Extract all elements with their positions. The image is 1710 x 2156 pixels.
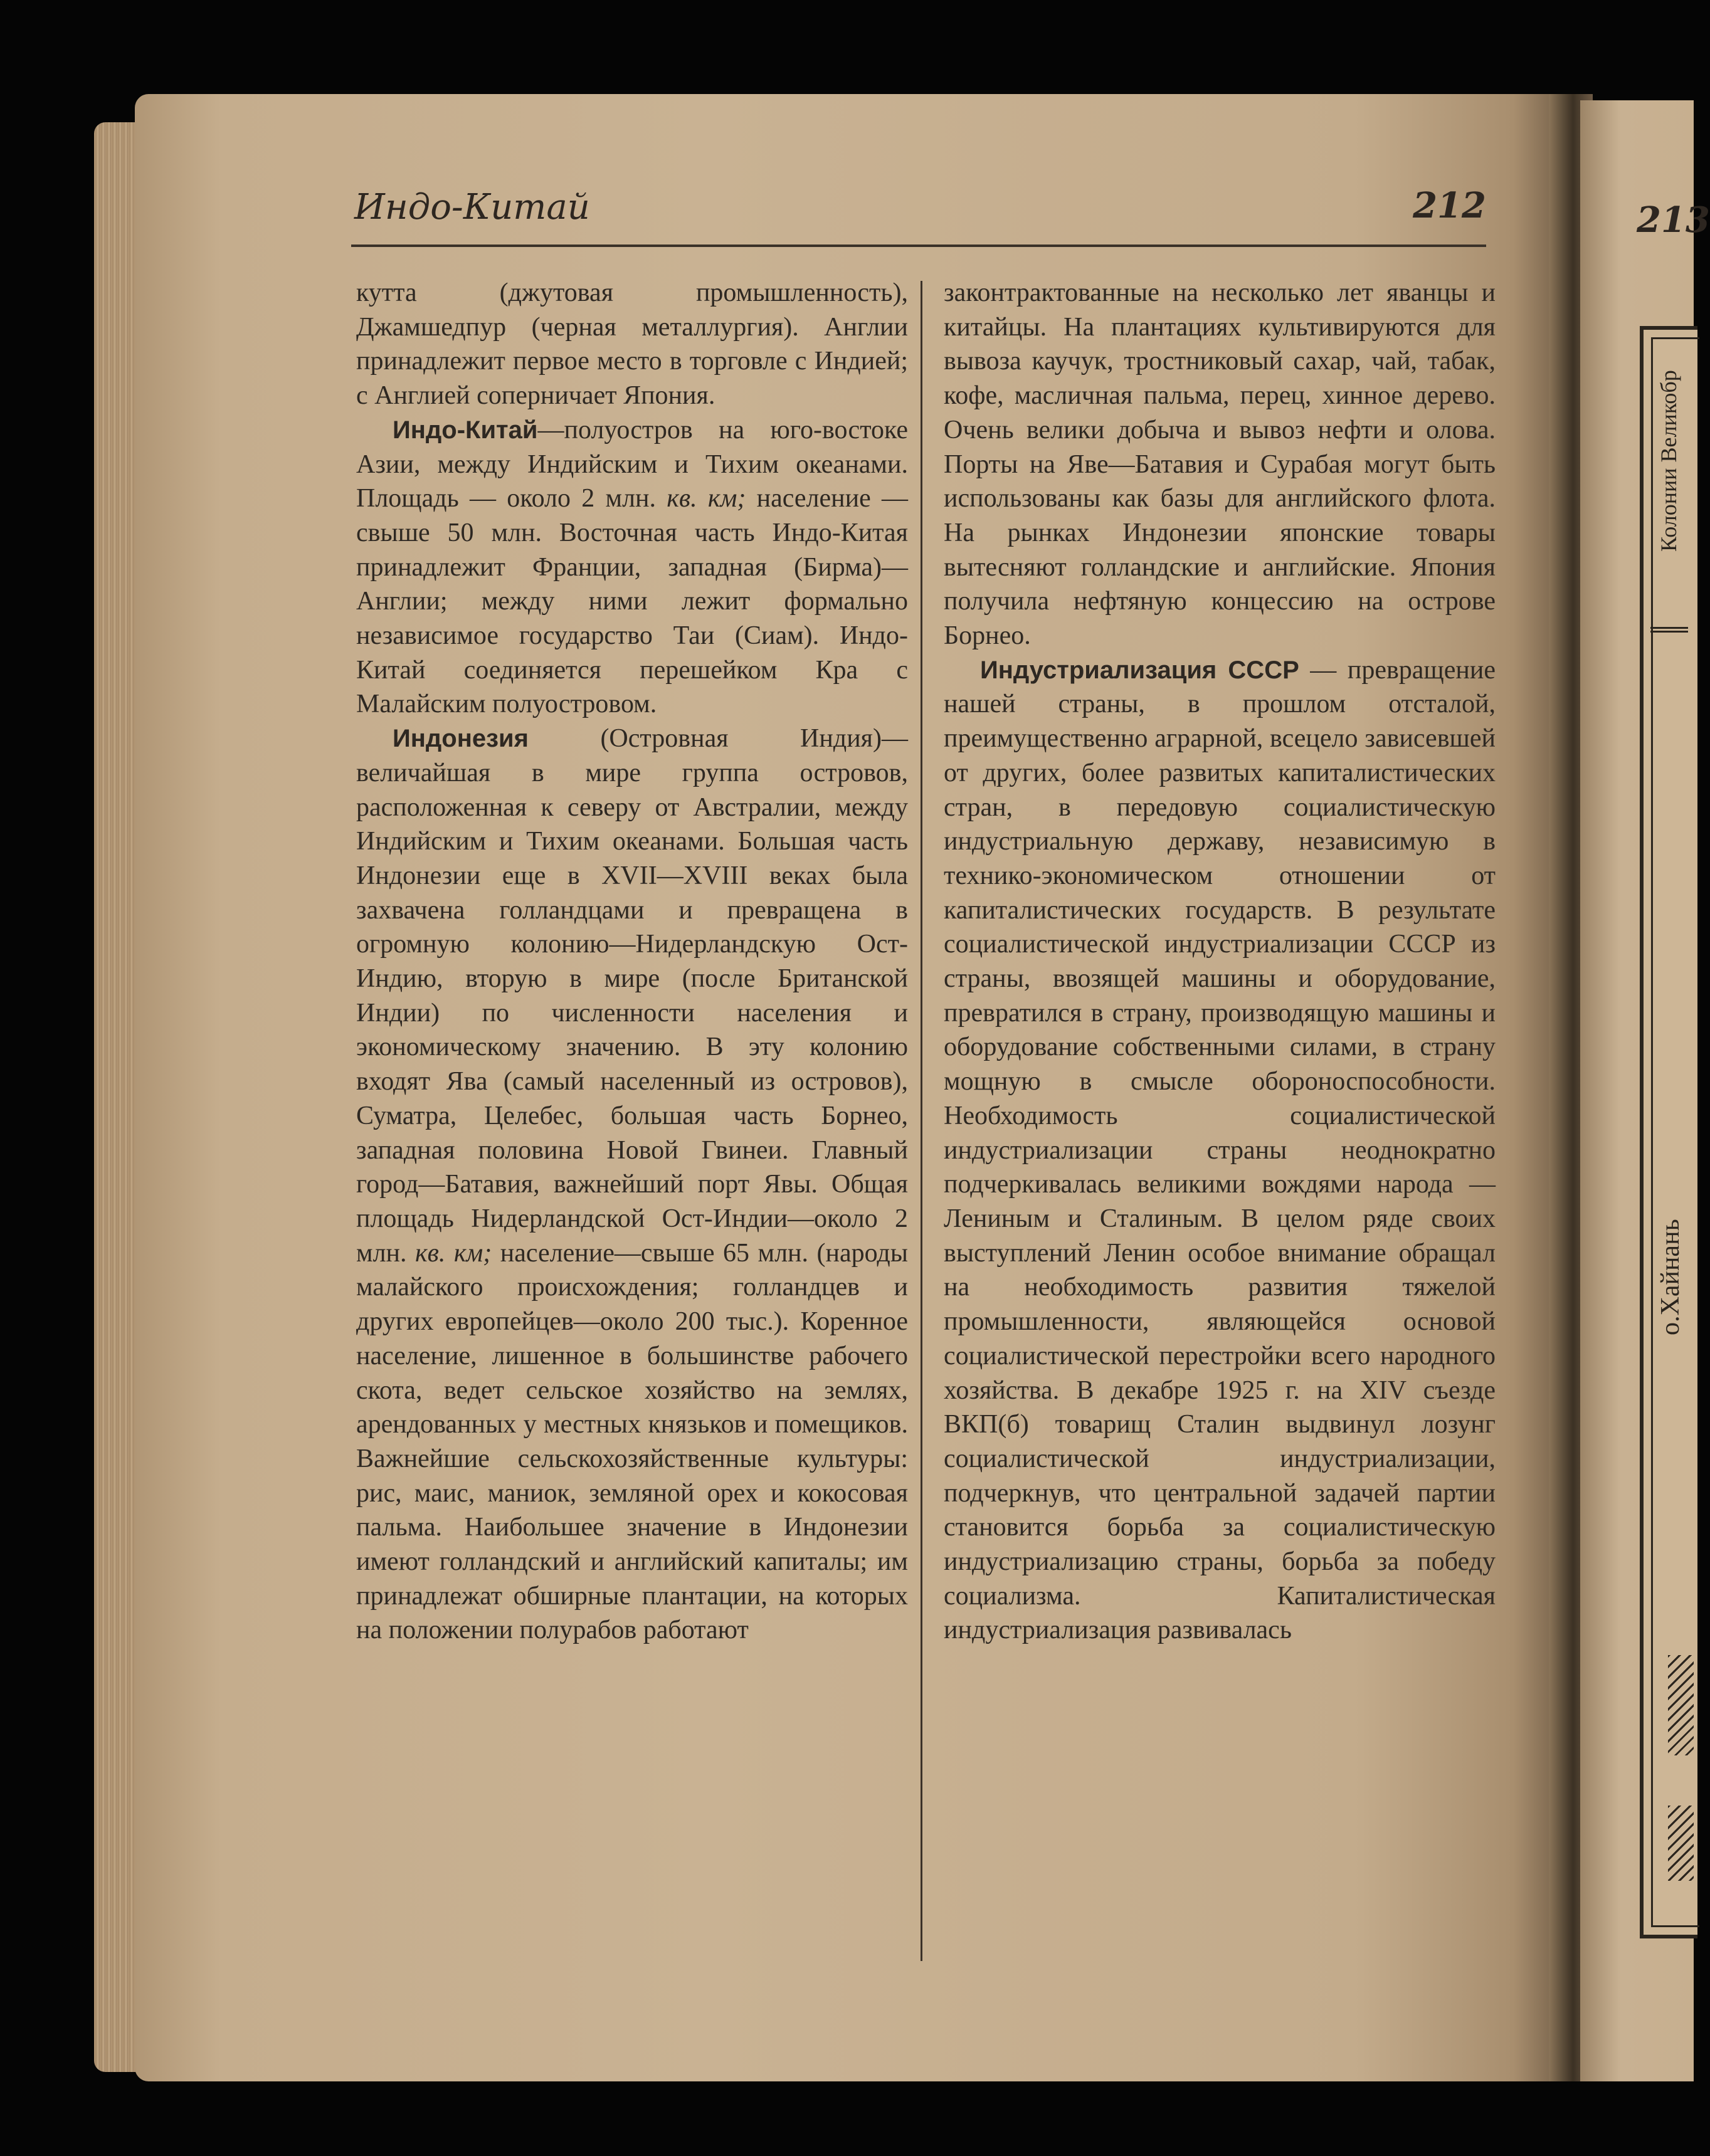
page-number: 212 [1413, 185, 1486, 226]
map-divider-line [1650, 631, 1688, 633]
map-label-island: о.Хайнань [1656, 1219, 1685, 1335]
text-column-right [944, 276, 1496, 1648]
paragraph-continuation [944, 276, 1496, 653]
paragraph-text: кутта (джутовая промышленность), Джамшедпур (черная металлургия). Англии принадлежит первое место в торговле с Индией; с Англией соперничает Япония. [356, 278, 908, 411]
running-head-title: Индо-Китай [354, 187, 590, 228]
entry-industrialization [944, 653, 1496, 1648]
entry-text-continued: население — свыше 50 млн. Восточная часть Индо-Китая принадлежит Франции, западная (Бирма)—Англии; между ними лежит формально независимое государство Таи (Сиам). Индо-Китай соединяется перешейком Кра с Малайским полуостровом. [356, 484, 908, 719]
entry-term: Индонезия [393, 725, 529, 753]
unit-text: кв. км; [415, 1238, 492, 1268]
next-page-number: 213 [1637, 199, 1710, 241]
entry-term: Индо-Китай [393, 416, 538, 444]
paragraph-text: законтрактованные на несколько лет яванцы и китайцы. На плантациях культивируются для вывоза каучук, тростниковый сахар, чай, табак, кофе, масличная пальма, перец, хинное дерево. Очень велики добыча и вывоз нефти и олова. Порты на Яве—Батавия и Сурабая могут быть использованы как базы для английского флота. На рынках Индонезии японские товары вытесняют голландские и английские. Япония получила нефтяную концессию на острове Борнео. [944, 278, 1496, 651]
entry-text: —полуостров на юго-востоке Азии, между Индийским и Тихим океанами. Площадь — около 2 млн. [356, 415, 908, 513]
column-divider [921, 281, 922, 1961]
unit-text: кв. км; [667, 484, 746, 513]
entry-text: (Островная Индия)—величайшая в мире группа островов, расположенная к северу от Австралии, между Индийским и Тихим океанами. Большая часть Индонезии еще в XVII—XVIII веках была захвачена голландцами и превращена в огромную колонию—Нидерландскую Ост-Индию, вторую в мире (после Британской Индии) по численности населения и экономическому значению. В эту колонию входят Ява (самый населенный из островов), Суматра, Целебес, большая часть Борнео, западная половина Новой Гвинеи. Главный город—Батавия, важнейший порт Явы. Общая площадь Нидерландской Ост-Индии—около 2 млн. [356, 724, 908, 1268]
paragraph-continuation [356, 276, 908, 413]
map-divider-line [1650, 627, 1688, 629]
entry-text: — превращение нашей страны, в прошлом отсталой, преимущественно аграрной, всецело зависевшей от других, более развитых капиталистических стран, в передовую социалистическую индустриальную державу, независимую в технико-экономическом отношении от капиталистических государств. В результате социалистической индустриализации СССР из страны, ввозящей машины и оборудование, превратился в страну, производящую машины и оборудование собственными силами, в страну мощную в смысле обороноспособности. Необходимость социалистической индустриализации страны неоднократно подчеркивалась великими вождями народа — Лениным и Сталиным. В целом ряде своих выступлений Ленин особое внимание обращал на необходимость развития тяжелой промышленности, являющейся основой социалистической перестройки всего народного хозяйства. В декабре 1925 г. на XIV съезде ВКП(б) товарищ Сталин выдвинул лозунг социалистической индустриализации, подчеркнув, что центральной задачей партии становится борьба за социалистическую индустриализацию страны, борьба за победу социализма. Капиталистическая индустриализация развивалась [944, 655, 1496, 1645]
map-label-colonies: Колонии Великобр [1656, 370, 1681, 552]
running-head [351, 182, 1486, 247]
map-hatching [1668, 1655, 1694, 1755]
entry-text-continued: население—свыше 65 млн. (народы малайского происхождения; голландцев и других европейцев—около 200 тыс.). Коренное население, лишенное в большинстве рабочего скота, ведет сельское хозяйство на землях, арендованных у местных князьков и помещиков. Важнейшие сельскохозяйственные культуры: рис, маис, маниок, земляной орех и кокосовая пальма. Наибольшее значение в Индонезии имеют голландский и английский капиталы; им принадлежат обширные плантации, на которых на положении полурабов работают [356, 1238, 908, 1645]
text-column-left [356, 276, 908, 1648]
entry-indo-china [356, 413, 908, 722]
map-hatching [1668, 1806, 1694, 1881]
entry-term: Индустриализация СССР [980, 656, 1299, 684]
entry-indonesia [356, 722, 908, 1648]
